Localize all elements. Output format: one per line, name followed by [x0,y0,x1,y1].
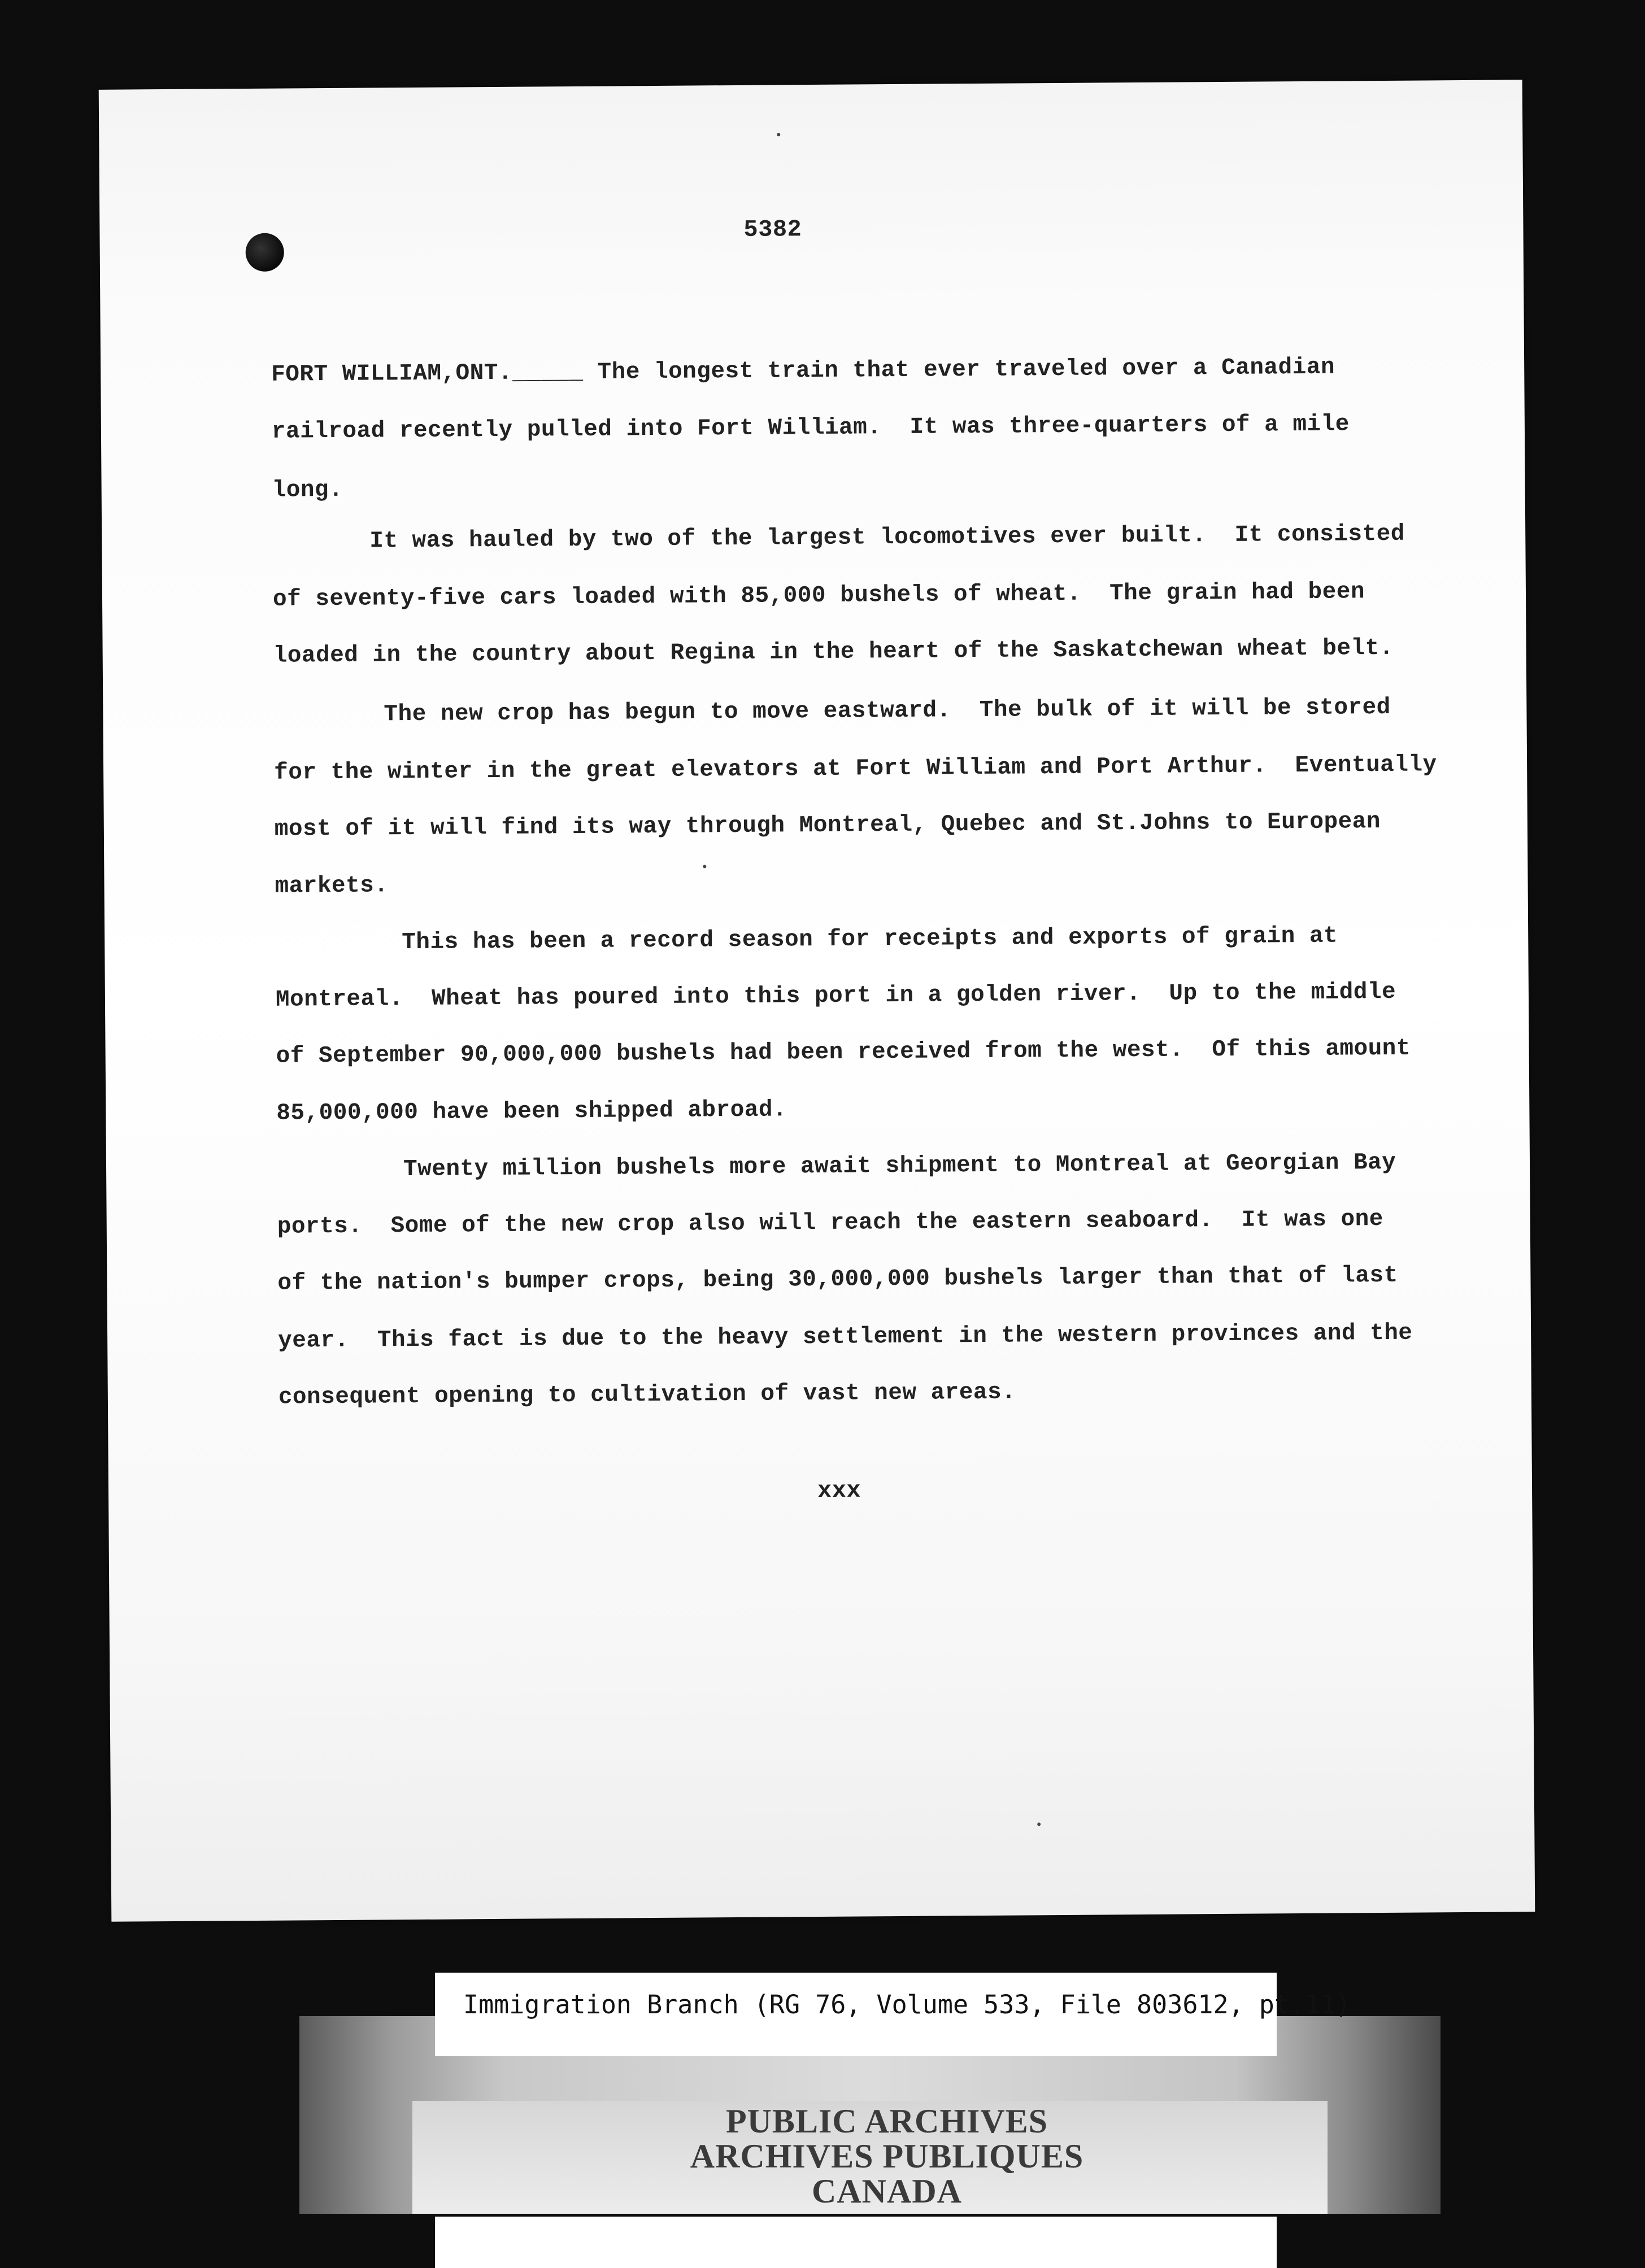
dust-speck [777,133,780,136]
stamp-line-1: PUBLIC ARCHIVES [725,2103,1048,2140]
text-line: of seventy-five cars loaded with 85,000 bushels of wheat. The grain had been [272,579,1365,613]
text-line: for the winter in the great elevators at Fort William and Port Arthur. Eventually [274,752,1437,786]
punch-hole [245,233,284,272]
text-line: Montreal. Wheat has poured into this port in a golden river. Up to the middle [275,979,1396,1013]
text-line: railroad recently pulled into Fort William. It was three-quarters of a mile [271,411,1350,445]
document-page [99,80,1535,1922]
bottom-label-strip [435,2217,1277,2268]
text-line: of the nation's bumper crops, being 30,000,000 bushels larger than that of last [277,1262,1398,1297]
archives-stamp [667,2104,1107,2209]
archive-label [435,1973,1351,2056]
text-line: consequent opening to cultivation of vast new areas. [278,1379,1016,1411]
text-line: ports. Some of the new crop also will reach the eastern seaboard. It was one [277,1206,1384,1240]
text-line: loaded in the country about Regina in the heart of the Saskatchewan wheat belt. [273,635,1394,669]
stamp-line-2: ARCHIVES PUBLIQUES [690,2138,1084,2175]
text-line: long. [272,477,343,504]
text-line: Twenty million bushels more await shipment to Montreal at Georgian Bay [403,1149,1396,1183]
text-line: markets. [275,873,389,900]
text-line: FORT WILLIAM,ONT._____ The longest train that ever traveled over a Canadian [271,354,1335,388]
text-line: This has been a record season for receipts and exports of grain at [402,923,1338,956]
text-line: The new crop has begun to move eastward. The bulk of it will be stored [384,694,1391,728]
end-mark: xxx [817,1477,861,1505]
stamp-line-3: CANADA [812,2173,962,2210]
text-line: year. This fact is due to the heavy settlement in the western provinces and the [278,1320,1413,1354]
dust-speck [1037,1822,1041,1826]
text-line: of September 90,000,000 bushels had been received from the west. Of this amount [276,1035,1411,1070]
archive-reference: Immigration Branch (RG 76, Volume 533, File 803612, pt.11) [463,1990,1351,2020]
text-line: most of it will find its way through Montreal, Quebec and St.Johns to European [274,809,1381,843]
text-line: It was hauled by two of the largest locomotives ever built. It consisted [369,521,1405,555]
text-line: 85,000,000 have been shipped abroad. [276,1097,787,1127]
dust-speck [703,865,706,868]
page-number: 5382 [743,216,802,243]
